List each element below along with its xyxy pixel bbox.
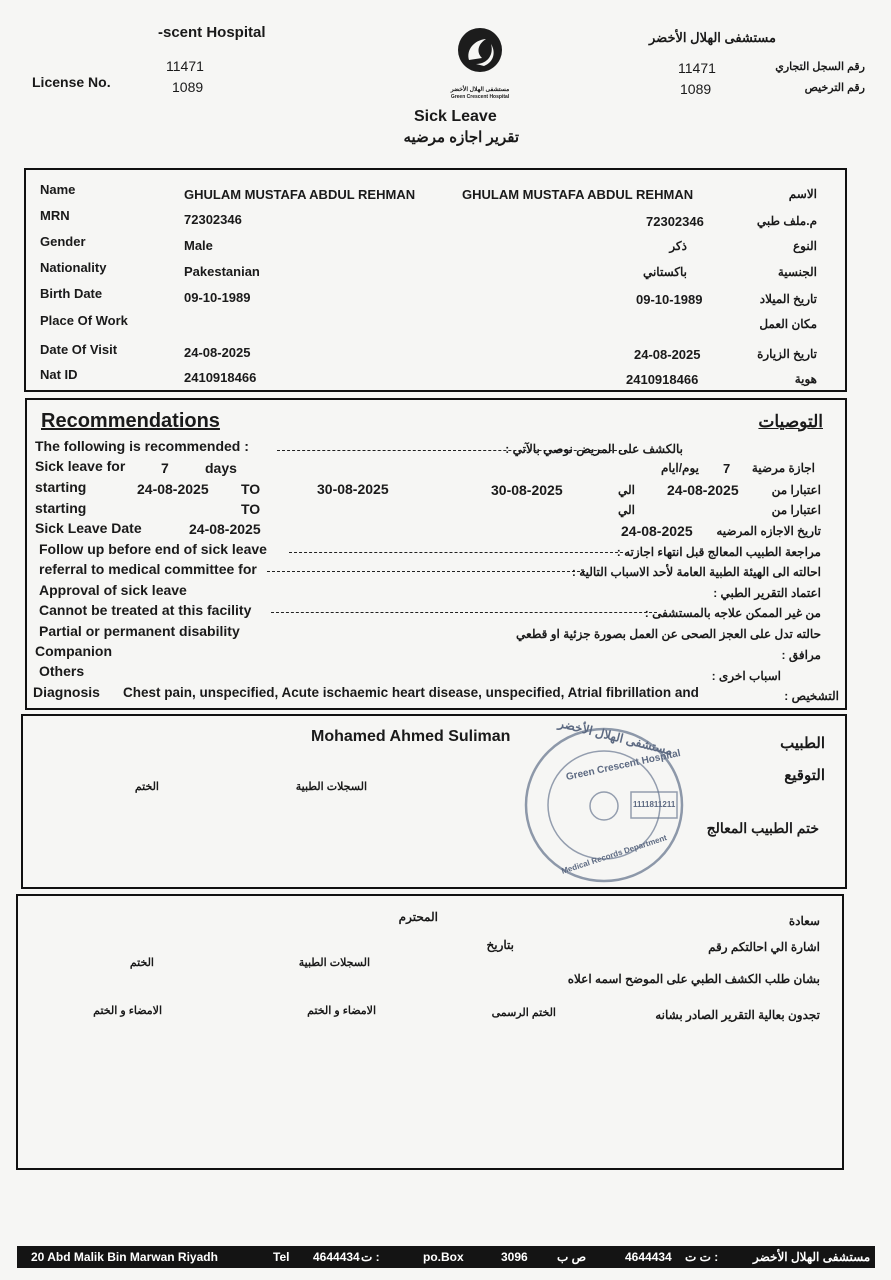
following-recommended-ar: بالكشف على المريض نوصي بالآتي : (505, 442, 683, 456)
sick-leave-date-value-ar: 24-08-2025 (621, 523, 693, 539)
signature-label-ar: التوقيع (784, 767, 825, 784)
diagnosis-value: Chest pain, unspecified, Acute ischaemic heart disease, unspecified, Atrial fibrillation and (123, 685, 699, 700)
date-of-visit-label: Date Of Visit (40, 342, 118, 357)
recommendations-box (25, 398, 847, 710)
mrn-value-ar-side: 72302346 (646, 214, 704, 229)
date-of-visit-value: 24-08-2025 (184, 345, 251, 360)
treating-doctor-stamp-label-ar: ختم الطبيب المعالج (706, 820, 819, 836)
date-of-visit-label-ar: تاريخ الزيارة (757, 347, 817, 361)
medical-records-label-ar: السجلات الطبية (295, 781, 367, 793)
footer-pobox-label-ar: ص ب (557, 1250, 587, 1264)
to-label-1: TO (241, 481, 261, 497)
start-date-ar: 24-08-2025 (667, 482, 739, 498)
cr-number-en: 11471 (166, 58, 204, 74)
footer-tel-number: 4644434 (313, 1250, 360, 1264)
footer-bar (17, 1246, 875, 1268)
to-label-ar-1: الي (618, 483, 635, 497)
partial-disability-ar: حالته تدل على العجز الصحى عن العمل بصورة جزئية او قطعي (516, 627, 821, 641)
stamp-text-en: Green Crescent Hospital (565, 747, 682, 784)
cr-label-ar: رقم السجل التجاري (775, 61, 865, 73)
follow-up-ar: مراجعة الطبيب المعالج قبل انتهاء اجازته : (616, 545, 821, 559)
doctor-box (21, 714, 847, 889)
sick-leave-ar: اجازة مرضية (751, 461, 815, 475)
days-label-ar: يوم/ايام (660, 461, 699, 475)
gender-value-ar: ذكر (669, 239, 687, 253)
find-report-ar: تجدون بعالية التقرير الصادر بشانه (655, 1008, 820, 1022)
approval-ar: اعتماد التقرير الطبي : (713, 586, 821, 600)
others-en: Others (39, 663, 85, 679)
hospital-name-ar: مستشفى الهلال الأخضر (649, 30, 776, 45)
nationality-value: Pakestanian (184, 264, 260, 279)
footer-pobox-label: po.Box (423, 1250, 464, 1264)
starting-label-ar-2: اعتبارا من (771, 503, 821, 517)
name-value: GHULAM MUSTAFA ABDUL REHMAN (184, 187, 416, 202)
nat-id-value: 2410918466 (184, 370, 257, 385)
license-label-ar: رقم الترخيص (804, 82, 865, 94)
birth-date-value-ar-side: 09-10-1989 (636, 292, 703, 307)
footer-tel-label-ar-2: ت ت : (685, 1250, 719, 1264)
stamp-department: Medical Records Department (560, 833, 668, 876)
gender-value: Male (184, 238, 213, 253)
document-title-ar: تقرير اجازه مرضيه (403, 129, 519, 146)
hospital-logo (436, 26, 524, 100)
gender-label-ar: النوع (793, 239, 817, 253)
cr-number-ar-side: 11471 (678, 60, 716, 76)
sick-leave-date-label: Sick Leave Date (35, 520, 142, 536)
signature-seal-ar-2: الامضاء و الختم (93, 1005, 162, 1017)
recommendations-title-ar: التوصيات (758, 412, 823, 431)
logo-caption-en: Green Crescent Hospital (450, 94, 510, 100)
nationality-value-ar: باكستاني (642, 265, 687, 279)
hospital-stamp (519, 716, 689, 888)
excellency-ar: سعادة (788, 914, 820, 928)
dotted-line (289, 552, 623, 553)
days-count-ar: 7 (723, 461, 731, 476)
footer-tel-label: Tel (273, 1250, 290, 1264)
license-label-en: License No. (32, 74, 111, 90)
diagnosis-label: Diagnosis (33, 684, 100, 700)
hospital-name-en: -scent Hospital (158, 24, 266, 41)
companion-ar: مرافق : (781, 648, 821, 662)
nat-id-label-ar: هوية (794, 372, 817, 386)
medical-records-label-ar-2: السجلات الطبية (298, 957, 370, 969)
footer-pobox-number: 3096 (501, 1250, 528, 1264)
diagnosis-label-ar: التشخيص : (784, 689, 839, 703)
reference-ar: اشارة الي احالتكم رقم (708, 940, 820, 954)
doctor-name: Mohamed Ahmed Suliman (311, 728, 511, 745)
approval-en: Approval of sick leave (39, 582, 187, 598)
birth-date-label-ar: تاريخ الميلاد (759, 292, 817, 306)
sick-leave-date-value: 24-08-2025 (189, 521, 261, 537)
date-of-visit-value-ar-side: 24-08-2025 (634, 347, 701, 362)
license-number-en: 1089 (172, 79, 204, 95)
footer-address: 20 Abd Malik Bin Marwan Riyadh (31, 1250, 218, 1264)
signature-seal-ar-1: الامضاء و الختم (307, 1005, 376, 1017)
medical-request-ar: بشان طلب الكشف الطبي على الموضح اسمه اعلاه (567, 972, 820, 986)
footer-tel-label-ar: : ت (361, 1250, 380, 1264)
starting-label-2: starting (35, 500, 87, 516)
logo-caption-ar: مستشفى الهلال الأخضر (450, 87, 510, 93)
nat-id-value-ar-side: 2410918466 (626, 372, 699, 387)
to-label-ar-2: الي (618, 503, 635, 517)
end-date: 30-08-2025 (317, 481, 389, 497)
dotted-line (267, 571, 585, 572)
follow-up-en: Follow up before end of sick leave (39, 541, 267, 557)
dated-ar: بتاريخ (486, 938, 514, 952)
starting-label-ar-1: اعتبارا من (771, 483, 821, 497)
doctor-label-ar: الطبيب (780, 735, 825, 752)
footer-tel-number-ar: 4644434 (625, 1250, 672, 1264)
stamp-text-ar: مستشفى الهلال الأخضر (557, 716, 675, 758)
stamp-number: 1111811211 (633, 800, 676, 809)
honorable-ar: المحترم (398, 910, 438, 924)
starting-label-1: starting (35, 479, 87, 495)
place-of-work-label-ar: مكان العمل (759, 317, 817, 331)
sick-leave-for-label: Sick leave for (35, 458, 126, 474)
to-label-2: TO (241, 501, 261, 517)
others-ar: اسباب اخرى : (711, 669, 781, 683)
cannot-be-treated-en: Cannot be treated at this facility (39, 602, 252, 618)
crescent-logo-icon (436, 26, 524, 82)
recommendations-title-en: Recommendations (41, 410, 220, 432)
gender-label: Gender (40, 234, 86, 249)
referral-letter-box (16, 894, 844, 1170)
nationality-label-ar: الجنسية (777, 265, 817, 279)
cannot-be-treated-ar: من غير الممكن علاجه بالمستشفى : (644, 606, 821, 620)
name-label-ar: الاسم (788, 187, 817, 201)
end-date-ar: 30-08-2025 (491, 482, 563, 498)
mrn-label: MRN (40, 208, 70, 223)
start-date: 24-08-2025 (137, 481, 209, 497)
mrn-label-ar: م.ملف طبي (756, 214, 817, 228)
referral-ar: احالته الى الهيئة الطبية العامة لأحد الاسباب التالية : (571, 565, 821, 579)
nationality-label: Nationality (40, 260, 107, 275)
patient-info-box (24, 168, 847, 392)
sick-leave-days-label: days (205, 460, 237, 476)
birth-date-label: Birth Date (40, 286, 103, 301)
document-title-en: Sick Leave (414, 108, 497, 125)
nat-id-label: Nat ID (40, 367, 78, 382)
companion-en: Companion (35, 643, 112, 659)
official-seal-ar: الختم الرسمى (491, 1007, 556, 1019)
dotted-line (271, 612, 657, 613)
partial-disability-en: Partial or permanent disability (39, 623, 240, 639)
name-label: Name (40, 182, 76, 197)
following-recommended-en: The following is recommended : (35, 438, 249, 454)
mrn-value: 72302346 (184, 212, 242, 227)
footer-hospital-ar: مستشفى الهلال الأخضر (753, 1250, 871, 1264)
birth-date-value: 09-10-1989 (184, 290, 251, 305)
place-of-work-label: Place Of Work (40, 313, 128, 328)
seal-label-ar: الختم (134, 781, 159, 793)
name-value-ar-side: GHULAM MUSTAFA ABDUL REHMAN (462, 187, 694, 202)
sick-leave-days-count: 7 (161, 460, 169, 476)
referral-en: referral to medical committee for (39, 561, 257, 577)
seal-label-ar-2: الختم (129, 957, 154, 969)
sick-leave-date-label-ar: تاريخ الاجازه المرضيه (716, 524, 821, 538)
license-number-ar-side: 1089 (680, 81, 712, 97)
